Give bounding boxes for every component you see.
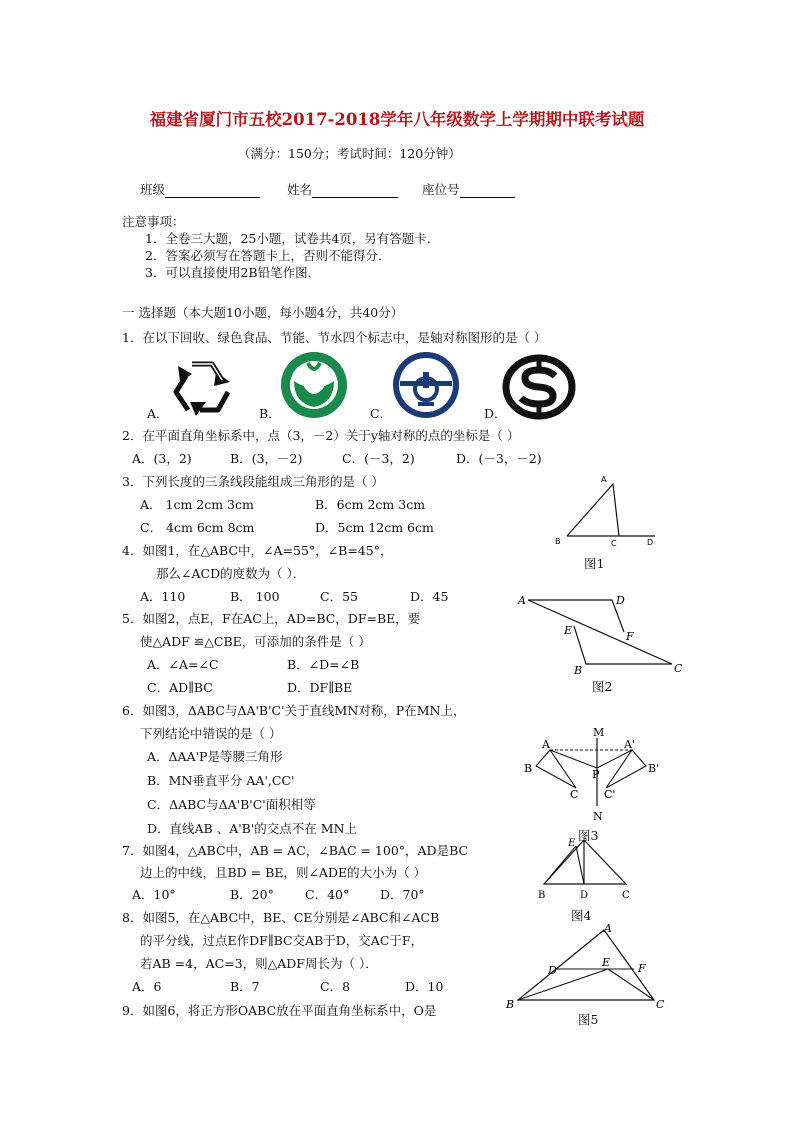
q8-line1: 8．如图5，在△ABC中，BE、CE分别是∠ABC和∠ACB	[122, 910, 440, 925]
q4-option-d: D．45	[410, 589, 449, 604]
fig1-point-label: B	[555, 537, 561, 546]
fig2-point-label: A	[518, 594, 526, 607]
fig3-point-label: C	[570, 788, 579, 801]
fig3-caption: 图3	[578, 828, 599, 843]
class-label: 班级	[140, 182, 166, 197]
q6-option-a: A．ΔAA'P是等腰三角形	[147, 749, 283, 764]
notes-heading: 注意事项：	[122, 214, 185, 229]
q2-option-a: A．(3，2)	[132, 451, 192, 466]
figure-5	[504, 918, 674, 1010]
q8-option-a: A．6	[132, 979, 162, 994]
section-heading: 一 选择题（本大题10小题，每小题4分，共40分）	[122, 305, 404, 320]
note-item: 2．答案必须写在答题卡上，否则不能得分．	[145, 248, 391, 263]
q8-option-d: D．10	[405, 979, 444, 994]
q6-option-c: C．ΔABC与ΔA'B'C'面积相等	[147, 797, 316, 812]
fig3-point-label: B'	[648, 762, 660, 775]
recycle-logo-icon	[168, 354, 236, 416]
figure-4	[530, 832, 640, 906]
fig5-point-label: E	[602, 956, 611, 969]
q8-line2: 的平分线，过点E作DF∥BC交AB于D，交AC于F，	[140, 933, 424, 948]
fig1-caption: 图1	[584, 556, 605, 571]
q7-option-c: C．40°	[305, 887, 350, 902]
q2-option-d: D．(－3，－2)	[456, 451, 542, 466]
q4-option-a: A．110	[140, 589, 186, 604]
q9-line1: 9．如图6，将正方形OABC放在平面直角坐标系中，O是	[122, 1003, 437, 1018]
exam-subtitle: （满分：150分；考试时间：120分钟）	[238, 146, 461, 161]
q8-option-b: B．7	[230, 979, 260, 994]
q2-option-b: B．(3，－2)	[230, 451, 303, 466]
class-field	[140, 182, 260, 198]
fig1-point-label: C	[611, 539, 617, 548]
q5-option-b: B．∠D=∠B	[287, 657, 360, 672]
fig3-point-label: A'	[624, 738, 635, 751]
fig3-point-label: B	[524, 762, 533, 775]
fig4-point-label: E	[568, 838, 576, 849]
fig3-point-label: P	[592, 768, 600, 781]
q6-option-b: B．MN垂直平分 AA',CC'	[147, 773, 295, 788]
q2-stem: 2．在平面直角坐标系中，点（3，－2）关于y轴对称的点的坐标是（ ）	[122, 428, 520, 443]
q1-option-b: B．	[259, 406, 281, 421]
name-label: 姓名	[287, 182, 313, 197]
q6-line2: 下列结论中错误的是（ ）	[140, 726, 282, 741]
note-item: 1．全卷三大题，25小题，试卷共4页，另有答题卡．	[145, 231, 440, 246]
q4-option-c: C．55	[320, 589, 358, 604]
figure-1	[553, 474, 663, 574]
q4-line2: 那么∠ACD的度数为（ ）．	[156, 566, 306, 581]
q5-option-a: A．∠A=∠C	[147, 657, 219, 672]
seat-label: 座位号	[422, 182, 460, 197]
fig2-point-label: F	[626, 630, 634, 643]
q7-option-d: D．70°	[380, 887, 425, 902]
seat-blank[interactable]	[460, 185, 515, 198]
class-blank[interactable]	[165, 185, 260, 198]
fig3-point-label: M	[593, 726, 605, 739]
fig2-point-label: E	[564, 624, 573, 637]
fig5-point-label: C	[656, 998, 665, 1011]
q3-option-a: A． 1cm 2cm 3cm	[140, 497, 254, 512]
fig2-point-label: C	[674, 662, 683, 675]
name-field	[287, 182, 398, 198]
figure-2	[514, 590, 689, 680]
fig3-point-label: N	[593, 810, 603, 823]
fig4-point-label: B	[538, 890, 546, 901]
q1-stem: 1．在以下回收、绿色食品、节能、节水四个标志中，是轴对称图形的是（ ）	[122, 330, 547, 345]
fig5-point-label: B	[506, 998, 515, 1011]
fig4-caption: 图4	[571, 908, 592, 923]
fig5-point-label: A	[604, 922, 612, 935]
q8-line3: 若AB =4，AC=3，则△ADF周长为（ ）．	[140, 956, 378, 971]
q1-option-a: A．	[147, 406, 169, 421]
name-blank[interactable]	[312, 185, 398, 198]
q4-line1: 4．如图1，在△ABC中，∠A=55°，∠B=45°，	[122, 543, 393, 558]
q1-option-c: C．	[370, 406, 393, 421]
fig1-point-label: A	[601, 475, 607, 484]
q2-option-c: C．(－3，2)	[342, 451, 415, 466]
q7-line1: 7．如图4，△ABC中，AB = AC，∠BAC = 100°，AD是BC	[122, 843, 469, 858]
fig5-caption: 图5	[578, 1012, 599, 1027]
q1-option-d: D．	[484, 406, 507, 421]
fig1-point-label: D	[647, 538, 654, 547]
exam-title: 福建省厦门市五校2017-2018学年八年级数学上学期期中联考试题	[149, 110, 645, 129]
q5-line1: 5．如图2，点E，F在AC上，AD=BC，DF=BE，要	[122, 611, 421, 626]
q6-option-d: D．直线AB 、A'B'的交点不在 MN上	[147, 821, 358, 836]
fig4-point-label: D	[580, 890, 589, 901]
q3-stem: 3．下列长度的三条线段能组成三角形的是（ ）	[122, 474, 384, 489]
fig4-point-label: C	[622, 890, 630, 901]
q8-option-c: C．8	[320, 979, 351, 994]
q5-line2: 使△ADF ≌△CBE，可添加的条件是（ ）	[140, 634, 371, 649]
fig2-point-label: B	[574, 664, 583, 677]
q3-option-d: D．5cm 12cm 6cm	[315, 520, 434, 535]
fig5-point-label: F	[638, 962, 646, 975]
q7-option-b: B．20°	[230, 887, 274, 902]
green-food-logo-icon	[280, 351, 348, 419]
q5-option-c: C．AD∥BC	[147, 680, 213, 695]
q7-line2: 边上的中线，且BD = BE，则∠ADE的大小为（ ）	[140, 865, 427, 880]
q7-option-a: A．10°	[132, 887, 176, 902]
fig3-point-label: A	[542, 738, 550, 751]
fig2-point-label: D	[616, 594, 625, 607]
fig5-point-label: D	[548, 964, 557, 977]
figure-3	[520, 724, 660, 824]
note-item: 3．可以直接使用2B铅笔作图．	[145, 265, 321, 280]
q5-option-d: D．DF∥BE	[287, 680, 353, 695]
q6-line1: 6．如图3，ΔABC与ΔA'B'C'关于直线MN对称，P在MN上，	[122, 703, 466, 718]
energy-saving-logo-icon	[392, 350, 460, 420]
q3-option-b: B．6cm 2cm 3cm	[315, 497, 426, 512]
q4-option-b: B． 100	[230, 589, 280, 604]
fig3-point-label: C'	[604, 788, 616, 801]
seat-field	[422, 182, 515, 198]
water-saving-logo-icon	[503, 356, 575, 418]
q3-option-c: C． 4cm 6cm 8cm	[140, 520, 255, 535]
fig2-caption: 图2	[592, 679, 613, 694]
